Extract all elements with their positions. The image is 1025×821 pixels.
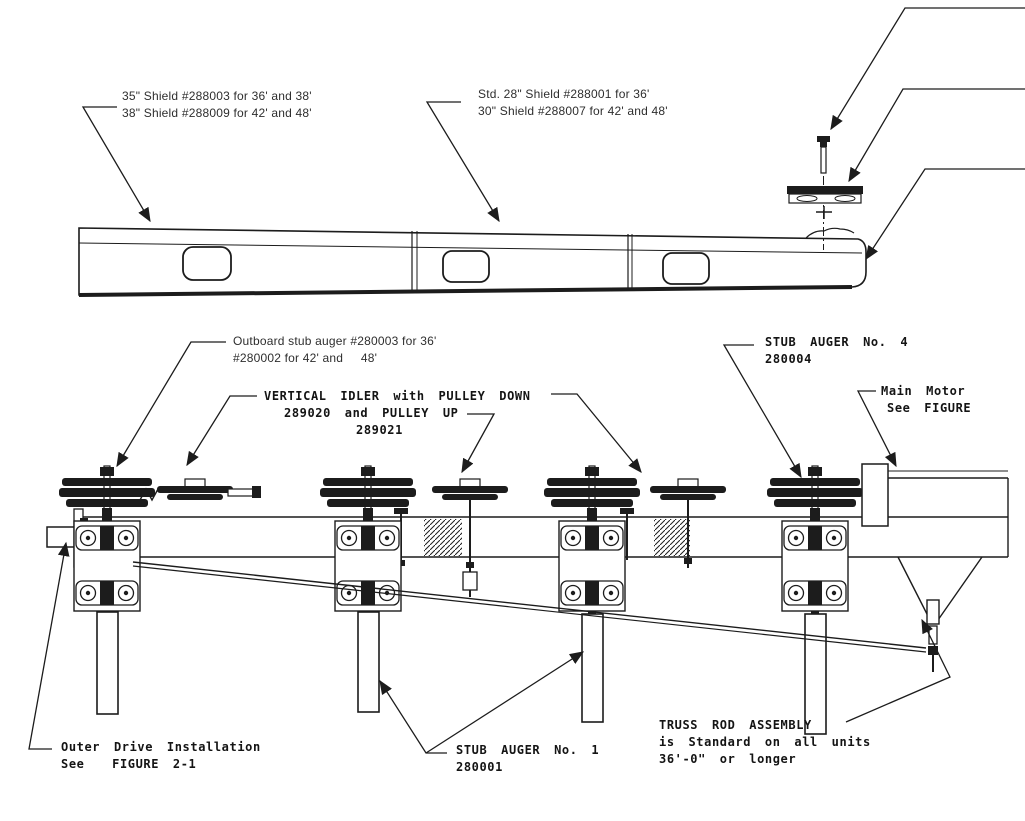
label-line: 289021 [356, 423, 403, 437]
label-line: Outboard stub auger #280003 for 36' [233, 334, 437, 348]
label-line: STUB AUGER No. 4 [765, 335, 909, 349]
shield-tube [79, 228, 866, 295]
leader-shield-35 [83, 107, 150, 221]
leader-offpage-1 [831, 8, 1025, 129]
hand-hole-2 [443, 251, 489, 282]
label-stub-auger-4 [765, 334, 908, 368]
label-line: VERTICAL IDLER with PULLEY DOWN [264, 389, 531, 403]
auger-legs [97, 612, 826, 734]
label-line: Std. 28" Shield #288001 for 36' [478, 87, 650, 101]
drive-collar-2 [654, 519, 690, 556]
leader-vertical-idler-left [187, 396, 257, 465]
label-line: is Standard on all units [659, 735, 871, 749]
label-vertical-idler [264, 388, 531, 439]
label-outer-drive [61, 739, 261, 773]
label-line: 36'-0" or longer [659, 752, 797, 766]
label-line: 38" Shield #288009 for 42' and 48' [122, 106, 312, 120]
leader-outer-drive [29, 543, 66, 749]
label-line: 280001 [456, 760, 503, 774]
bolt-head [817, 136, 830, 142]
stub-auger-station-2 [320, 466, 416, 620]
turnbuckle [927, 600, 939, 624]
label-line: Outer Drive Installation [61, 740, 261, 754]
label-truss-rod [659, 717, 871, 768]
label-shield-std [478, 86, 668, 120]
auger-leg-4 [805, 614, 826, 734]
label-line: 30" Shield #288007 for 42' and 48' [478, 104, 668, 118]
label-line: 289020 and PULLEY UP [284, 406, 459, 420]
label-line: TRUSS ROD ASSEMBLY [659, 718, 812, 732]
label-shield-35 [122, 88, 312, 122]
auger-leg-2 [358, 612, 379, 712]
leader-stub-auger-1b [426, 652, 583, 753]
leader-stub-auger-1a [380, 681, 447, 753]
label-main-motor [881, 383, 971, 417]
retainer-disc [787, 186, 863, 194]
leader-outboard-stub-auger [117, 342, 226, 466]
label-outboard-stub-auger [233, 333, 436, 367]
leader-vertical-idler-right [551, 394, 641, 472]
auger-leg-1 [97, 612, 118, 714]
label-line: See FIGURE 2-1 [61, 757, 197, 771]
stub-auger-station-4 [767, 466, 863, 620]
vertical-idler-1 [140, 479, 261, 500]
auger-leg-3 [582, 614, 603, 722]
label-line: STUB AUGER No. 1 [456, 743, 600, 757]
label-line: See FIGURE [887, 401, 972, 415]
bolt-shank [821, 147, 826, 173]
label-line: #280002 for 42' and 48' [233, 351, 378, 365]
leader-offpage-3 [866, 169, 1025, 259]
label-line: Main Motor [881, 384, 966, 398]
hand-hole-1 [183, 247, 231, 280]
stub-auger-station-1 [59, 466, 155, 620]
stub-auger-station-3 [544, 466, 640, 620]
truss-rod-anchor [898, 557, 982, 672]
label-line: 280004 [765, 352, 812, 366]
leader-offpage-2 [849, 89, 1025, 181]
hand-hole-3 [663, 253, 709, 284]
label-stub-auger-1 [456, 742, 599, 776]
exploded-fastener-and-retainer [787, 136, 863, 250]
label-line: 35" Shield #288003 for 36' and 38' [122, 89, 312, 103]
drive-collar-1 [424, 519, 462, 556]
